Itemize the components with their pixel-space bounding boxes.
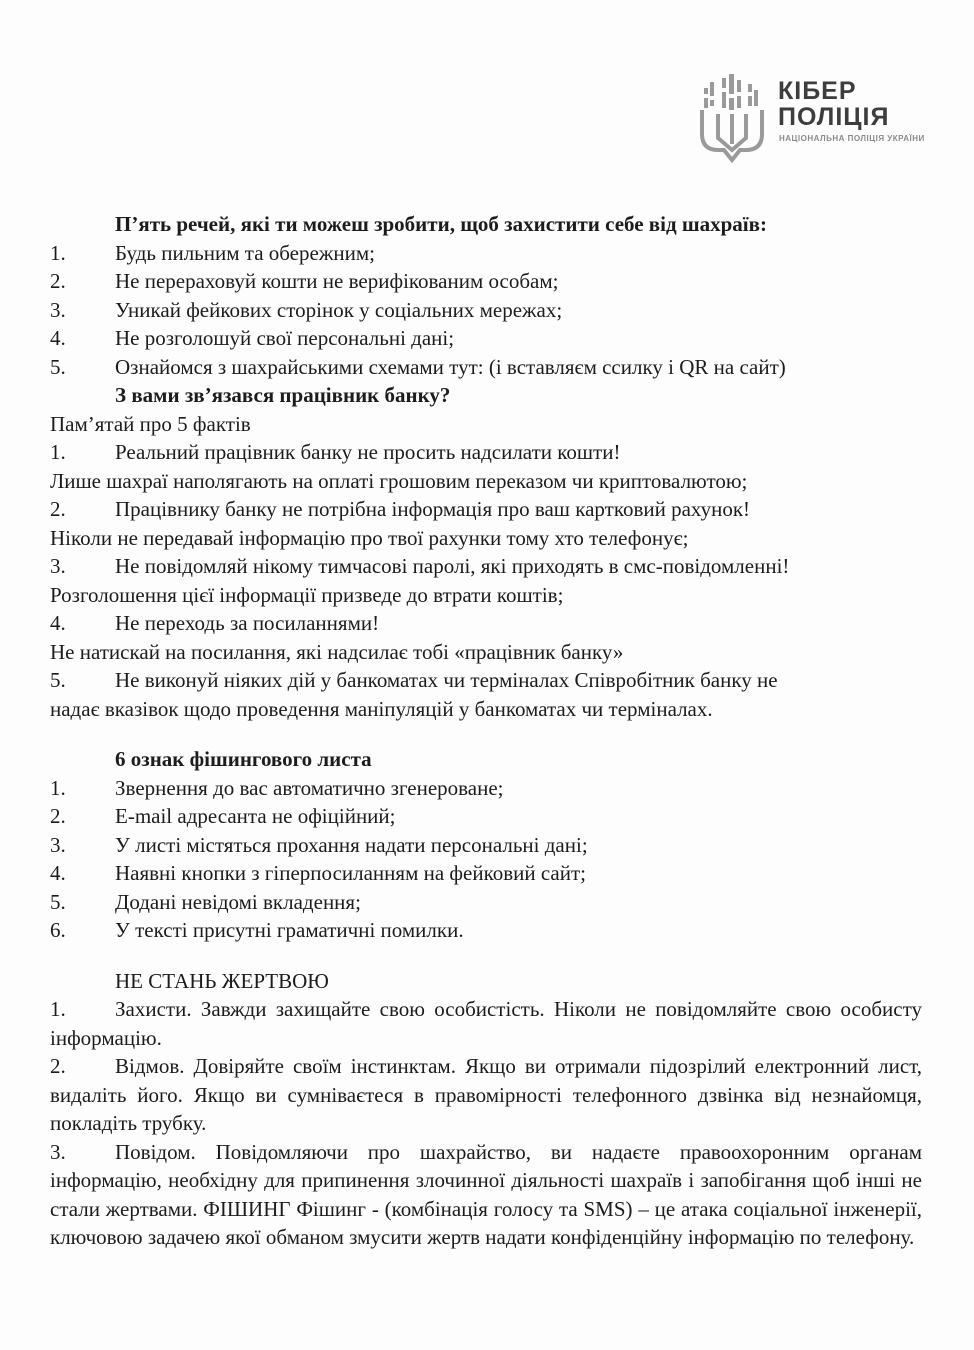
section2-intro: Пам’ятай про 5 фактів — [50, 411, 251, 436]
list-item: 2. Не перераховуй кошти не верифікованим особам; — [50, 269, 559, 293]
fact-head: 3. Не повідомляй нікому тимчасові паролі, які приходять в смс-повідомленні! — [50, 554, 790, 578]
fact-head: 5. Не виконуй ніяких дій у банкоматах чи терміналах Співробітник банку не — [50, 668, 778, 692]
list-item: 4. Наявні кнопки з гіперпосиланням на фейковий сайт; — [50, 861, 587, 885]
list-item: 4. Не розголошуй свої персональні дані; — [50, 326, 455, 350]
fact-note: Не натискай на посилання, які надсилає тобі «працівник банку» — [50, 639, 624, 664]
section4-title: НЕ СТАНЬ ЖЕРТВОЮ — [115, 968, 329, 993]
list-item: 5. Додані невідомі вкладення; — [50, 889, 361, 914]
cyberpolice-logo — [696, 74, 926, 174]
logo-line1: КІБЕР — [778, 77, 857, 105]
section1-title: П’ять речей, які ти можеш зробити, щоб захистити себе від шахраїв: — [115, 212, 767, 236]
fact-head: 4. Не переходь за посиланнями! — [50, 611, 380, 635]
paragraph: 2. Відмов. Довіряйте своїм інстинктам. Якщо ви отримали підозрілий електронний лист, видаліть його. Якщо ви сумніваєтеся в правомірності телефонного дзвінка від незнайомця, покладіть трубку. — [50, 1054, 922, 1135]
list-item: 3. У листі містяться прохання надати персональні дані; — [50, 832, 588, 857]
document-body — [50, 210, 922, 1252]
fact-head: 2. Працівнику банку не потрібна інформація про ваш картковий рахунок! — [50, 497, 751, 521]
paragraph: 1. Захисти. Завжди захищайте свою особистість. Ніколи не повідомляйте свою особисту інформацію. — [50, 997, 922, 1050]
fact-note: надає вказівок щодо проведення маніпуляцій у банкоматах чи терміналах. — [50, 696, 713, 721]
list-item: 1. Звернення до вас автоматично згенероване; — [50, 775, 504, 800]
section3-title: 6 ознак фішингового листа — [115, 747, 372, 771]
logo-line2: ПОЛІЦІЯ — [778, 103, 890, 131]
fact-note: Ніколи не передавай інформацію про твої рахунки тому хто телефонує; — [50, 525, 689, 550]
fact-head: 1. Реальний працівник банку не просить надсилати кошти! — [50, 440, 621, 464]
fact-note: Розголошення цієї інформації призведе до втрати коштів; — [50, 582, 564, 607]
paragraph: 3. Повідом. Повідомляючи про шахрайство, ви надаєте правоохоронним органам інформацію, необхідну для припинення злочинної діяльності шахраїв і запобігання щоб інші не стали жертвами. ФІШИНГ Фішинг - (комбінація голосу та SMS) – це атака соціальної інженерії, ключовою задачею якої обманом змусити жертв надати конфіденційну інформацію по телефону. — [50, 1139, 922, 1249]
section3-list — [50, 774, 922, 945]
fact-note: Лише шахраї наполягають на оплаті грошовим переказом чи криптовалютою; — [50, 468, 748, 493]
list-item: 3. Уникай фейкових сторінок у соціальних мережах; — [50, 297, 563, 322]
section2-facts — [50, 438, 922, 723]
list-item: 2. E-mail адресанта не офіційний; — [50, 804, 396, 828]
section2-title: З вами зв’язався працівник банку? — [115, 383, 451, 407]
trident-pixel-icon — [696, 74, 768, 164]
logo-subtitle: НАЦІОНАЛЬНА ПОЛІЦІЯ УКРАЇНИ — [779, 134, 925, 143]
list-item: 1. Будь пильним та обережним; — [50, 240, 375, 265]
list-item: 6. У тексті присутні граматичні помилки. — [50, 918, 464, 942]
section1-list — [50, 239, 922, 382]
list-item: 5. Ознайомся з шахрайськими схемами тут: (і вставляєм ссилку і QR на сайт) — [50, 354, 786, 379]
